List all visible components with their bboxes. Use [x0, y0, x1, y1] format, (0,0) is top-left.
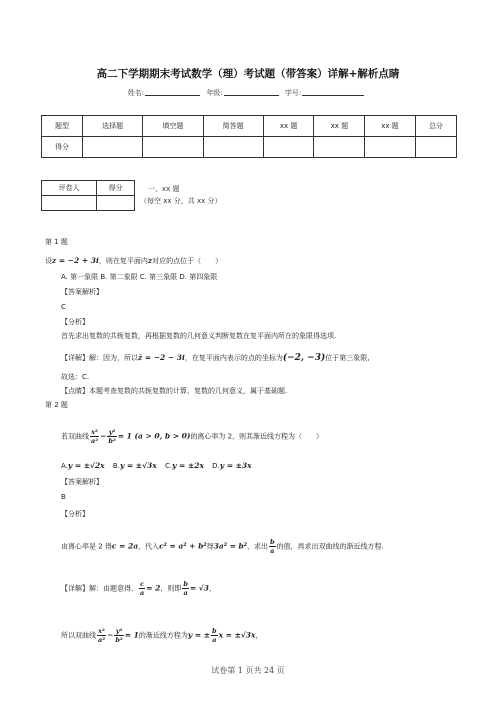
q1-detail-mid: ，在复平面内表示的点的坐标为 — [184, 354, 283, 362]
grader-cell[interactable] — [42, 196, 97, 211]
q2-detail — [61, 580, 216, 597]
q2-detail-e1: = 2 — [146, 583, 161, 593]
score-header-cell: 选择题 — [83, 116, 143, 137]
q2-options — [61, 461, 252, 471]
q1-detail-point: (−2, −3) — [282, 353, 326, 363]
q2-analysis-tag: 【分析】 — [61, 510, 89, 518]
q2-answer-tag: 【答案解析】 — [61, 478, 103, 486]
q2-detail-frac1: $\frac{c}{a}$ — [140, 580, 145, 597]
id-label: 学号: — [284, 89, 302, 97]
q2-detail-frac2: $\frac{b}{a}$ — [183, 580, 188, 597]
q2-opt-d-label: D. — [212, 462, 220, 470]
grader-score-cell[interactable] — [97, 196, 135, 211]
q2-frac-y: $\frac{\text{y²}}{\text{b²}}$ — [108, 428, 116, 445]
name-label: 姓名: — [127, 89, 145, 97]
score-table-score-row — [42, 137, 457, 158]
grade-field[interactable] — [224, 88, 279, 96]
q2-final-mid: 的渐近线方程为 — [138, 631, 188, 640]
q2-detail-pre: 【详解】解：由题意得， — [61, 584, 138, 593]
q2-final: 所以双曲线 $\frac{\text{x²}}{\text{a²}}$ − $\frac{\text{y²}}{\text{b²}}$ = 1的渐近线方程为y = ± $\frac{b}{a}$ x = ±√3x， — [61, 627, 263, 644]
q2-stem-pre: 若双曲线 — [61, 432, 89, 441]
q2-final-asym-lhs: y = ± — [187, 630, 211, 640]
q2-opt-c: y = ±2x — [172, 461, 204, 470]
q2-an-e1: c = 2a — [111, 541, 139, 551]
q2-an-end: 的值，再求出双曲线的渐近线方程. — [276, 542, 384, 551]
grader-score-label: 得分 — [97, 181, 135, 196]
score-header-cell: 简答题 — [203, 116, 263, 137]
score-table-header-row — [42, 116, 457, 137]
q2-final-frac-x: $\frac{\text{x²}}{\text{a²}}$ — [98, 627, 106, 644]
q2-final-pre: 所以双曲线 — [61, 631, 96, 640]
q1-stem-end: 对应的点位于（ ） — [152, 257, 223, 265]
q1-var: z — [147, 256, 153, 265]
q1-answer: C — [61, 303, 66, 311]
q1-analysis: 首先求出复数的共轭复数，再根据复数的几何意义判断复数在复平面内所在的象限得选项. — [61, 332, 337, 340]
q2-stem-post: 的离心率为 2，则其渐近线方程为（ ） — [190, 432, 324, 441]
score-header-cell: 题型 — [42, 116, 83, 137]
q1-number: 第 1 题 — [45, 238, 68, 246]
q1-detail-pre: 【详解】解：因为，所以 — [61, 354, 138, 362]
q2-opt-a: y = ±√2x — [67, 461, 105, 470]
name-field[interactable] — [145, 88, 200, 96]
q1-stem-post: ，则在复平面内 — [98, 257, 148, 265]
q1-remark: 【点睛】本题考查复数的共轭复数的计算，复数的几何意义，属于基础题. — [61, 387, 288, 395]
score-header-cell: 填空题 — [143, 116, 203, 137]
grader-table — [41, 180, 135, 211]
student-info-line — [0, 88, 496, 98]
score-header-cell: xx 题 — [365, 116, 416, 137]
section-note: （每空 xx 分，共 xx 分） — [140, 197, 222, 205]
q2-final-eq: = 1 — [124, 630, 139, 640]
q1-detail — [61, 353, 369, 363]
q1-detail-expr: z̄ = −2 − 3i — [138, 353, 185, 362]
q1-answer-tag: 【答案解析】 — [61, 288, 103, 296]
score-cell[interactable] — [263, 137, 314, 158]
q1-detail-end: 位于第三象限, — [325, 354, 370, 362]
q2-opt-b-label: B. — [112, 462, 120, 470]
q2-an-e2: c² = a² + b² — [159, 541, 207, 551]
q2-opt-c-label: C. — [164, 462, 173, 470]
q2-opt-a-label: A. — [61, 462, 68, 470]
q2-final-frac-ba: $\frac{b}{a}$ — [212, 627, 217, 644]
q2-detail-end: ， — [208, 584, 216, 593]
q2-detail-mid: ，则即 — [160, 584, 182, 593]
score-cell[interactable] — [365, 137, 416, 158]
score-table — [41, 115, 457, 158]
score-cell[interactable] — [83, 137, 143, 158]
q1-expr: z = −2 + 3i — [52, 256, 99, 265]
q2-opt-d: y = ±3x — [219, 461, 252, 470]
grade-label: 年级: — [206, 89, 223, 97]
q2-an-pre: 由离心率是 2 得 — [61, 542, 112, 551]
score-cell[interactable] — [203, 137, 263, 158]
q2-cond: = 1 (a > 0, b > 0) — [117, 431, 191, 441]
score-row-label: 得分 — [42, 137, 83, 158]
q2-frac-x: $\frac{\text{x²}}{\text{a²}}$ — [91, 428, 99, 445]
score-cell[interactable] — [143, 137, 203, 158]
q2-final-end: ， — [255, 631, 263, 640]
section-heading — [140, 183, 222, 207]
grader-label: 评卷人 — [42, 181, 97, 196]
q2-an-frac: $\frac{b}{a}$ — [270, 538, 275, 555]
q1-options: A. 第一象限 B. 第二象限 C. 第三象限 D. 第四象限 — [61, 273, 218, 281]
q2-opt-b: y = ±√3x — [119, 461, 157, 470]
score-cell[interactable] — [314, 137, 365, 158]
page-footer: 试卷第 1 页共 24 页 — [211, 666, 285, 675]
q1-stem — [45, 256, 222, 266]
q2-final-asym-rhs: x = ±√3x — [218, 630, 256, 640]
score-header-cell: 总分 — [415, 116, 456, 137]
q2-an-e3: 3a² = b² — [213, 541, 248, 551]
q2-final-frac-y: $\frac{\text{y²}}{\text{b²}}$ — [115, 627, 123, 644]
score-header-cell: xx 题 — [314, 116, 365, 137]
q2-number: 第 2 题 — [45, 401, 68, 409]
q2-answer: B — [61, 493, 66, 501]
q1-stem-pre: 设 — [45, 257, 52, 265]
score-cell[interactable] — [415, 137, 456, 158]
q2-an-mid3: ，求出 — [247, 542, 269, 551]
q2-detail-e2: = √3 — [189, 583, 209, 593]
q2-an-mid2: 得 — [206, 542, 214, 551]
page-title: 高二下学期期末考试数学（理）考试题（带答案）详解+解析点睛 — [96, 68, 400, 80]
q2-analysis — [61, 538, 384, 555]
section-title: 一、xx 题 — [148, 185, 180, 193]
q2-stem: 若双曲线 $\frac{\text{x²}}{\text{a²}}$ − $\frac{\text{y²}}{\text{b²}}$ = 1 (a > 0, b > 0)的离心率为 2，则其渐近线方程为（ ） — [61, 428, 324, 445]
score-header-cell: xx 题 — [263, 116, 314, 137]
q2-an-mid: ，代入 — [138, 542, 160, 551]
q1-analysis-tag: 【分析】 — [61, 318, 89, 326]
id-field[interactable] — [302, 88, 364, 96]
q1-conclusion: 故选：C. — [61, 373, 90, 381]
